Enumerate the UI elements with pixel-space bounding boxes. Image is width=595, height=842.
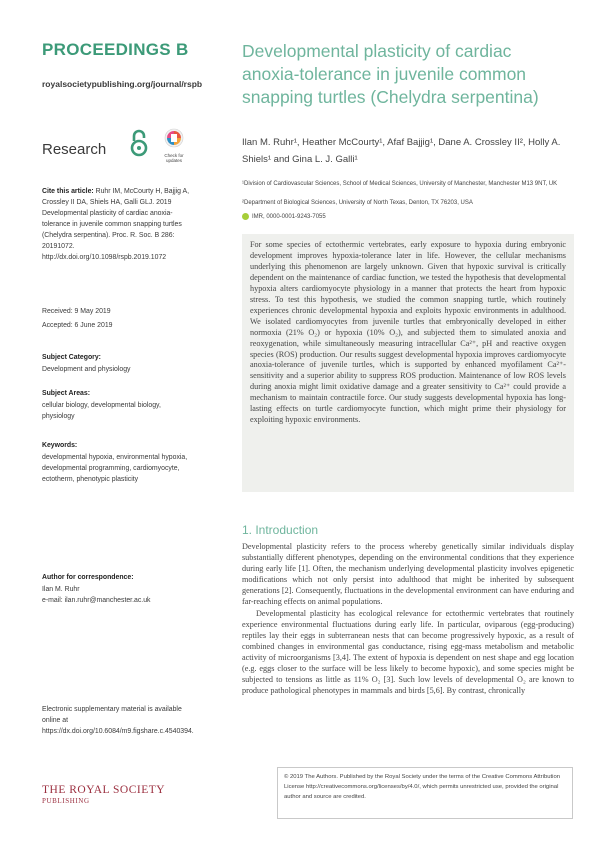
journal-url-link[interactable]: royalsocietypublishing.org/journal/rspb: [42, 79, 203, 89]
keywords-value: developmental hypoxia, environmental hypoxia, developmental programming, cardiomyocyte, ectotherm, phenotypic plasticity: [42, 454, 188, 483]
abstract-box: [242, 234, 574, 492]
author-list: Ilan M. Ruhr¹, Heather McCourty¹, Afaf Bajjig¹, Dane A. Crossley II², Holly A. Shiels¹ and Gina L. J. Galli¹: [242, 137, 561, 165]
open-access-icon: [130, 128, 148, 158]
publisher-name: THE ROYAL SOCIETY: [42, 784, 166, 796]
orcid-icon: [242, 213, 249, 220]
royal-society-logo: [42, 784, 165, 805]
cite-doi[interactable]: http://dx.doi.org/10.1098/rspb.2019.1072: [42, 254, 167, 261]
cite-text: Ruhr IM, McCourty H, Bajjig A, Crossley II DA, Shiels HA, Galli GLJ. 2019 Developmental plasticity of cardiac anoxia-tolerance in juvenile common snapping turtles (Chelydra serpentina). Proc. R. Soc. B 286: 20191072.: [42, 188, 190, 250]
publisher-sub: PUBLISHING: [42, 797, 90, 805]
intro-paragraph-2: Developmental plasticity has ecological relevance for ectothermic vertebrates that routinely experience environmental fluctuations during early life. In particular, oviparous (egg-producing) reptiles lay their eggs in subterranean nests that can become progressively hypoxic, as a result of combined changes in environmental gas conductance, rising egg-mass metabolism and metabolic activity of microorganisms [3,4]. The extent of hypoxia is dependent on nest shape and egg location (e.g. eggs closer to the surface will be less likely to become hypoxic), and some species might be subjected to tensions as little as 11% O₂ [3]. Such low levels of developmental O₂ are known to produce pathological phenotypes in mammals and birds [5,6]. By contrast, chronically: [242, 608, 574, 696]
orcid-line: [242, 213, 326, 220]
subject-areas-value: cellular biology, developmental biology, physiology: [42, 402, 161, 420]
cite-label: Cite this article:: [42, 188, 94, 195]
check-for-updates-icon: [164, 128, 184, 148]
accepted-date: Accepted: 6 June 2019: [42, 322, 113, 329]
journal-name: PROCEEDINGS B: [42, 40, 189, 59]
received-date: Received: 9 May 2019: [42, 308, 111, 315]
subject-areas-label: [42, 388, 192, 399]
abstract-text: For some species of ectothermic vertebrates, early exposure to hypoxia during embryonic development improves hypoxia-tolerance later in life. However, the cellular mechanisms underlying this phenomenon are largely unknown. Given that hypoxic survival is critically dependent on the maintenance of cardiac function, we tested the hypothesis that developmental hypoxia alters cardiomyocyte physiology in a manner that protects the heart from hypoxic stress. To test this hypothesis, we studied the common snapping turtle, which routinely experiences chronic developmental hypoxia and exploits hypoxic environments in adulthood. We isolated cardiomyocytes from juvenile turtles that embryonically developed in either normoxia (21% O₂) or hypoxia (10% O₂), and subjected them to simulated anoxia and reoxygenation, while simultaneously measuring intracellular Ca²⁺, pH and reactive oxygen species (ROS) production. Our results suggest developmental hypoxia improves cardiomyocyte anoxia-tolerance of juvenile turtles, which is supported by enhanced myofilament Ca²⁺-sensitivity and a superior ability to suppress ROS production. Maintenance of low ROS levels during anoxia might limit oxidative damage and a greater sensitivity to Ca²⁺ could provide a mechanism to maintain contractile force. Our study suggests developmental hypoxia has long-lasting effects on turtle cardiomyocyte function, which might prime their physiology for exploiting hypoxic environments.: [250, 240, 566, 425]
intro-paragraph-1: Developmental plasticity refers to the process whereby genetically similar individuals display substantially different phenotypes, depending on the environmental conditions that they experience during early life [1]. Often, the mechanism underlying developmental plasticity involves epigenetic modifications which not only persist into adulthood that might be inherited by subsequent generations [2]. Consequently, fluctuations in the developmental environment can have enduring and far-reaching effects on animal populations.: [242, 542, 574, 607]
check-for-updates-line1: Check for: [164, 153, 184, 158]
check-for-updates-badge[interactable]: [160, 128, 188, 163]
correspondence-email[interactable]: e-mail: ilan.ruhr@manchester.ac.uk: [42, 597, 151, 604]
correspondence-heading: Author for correspondence:: [42, 574, 134, 581]
subject-category-label: [42, 352, 192, 363]
correspondence-name: Ilan M. Ruhr: [42, 586, 80, 593]
article-title: Developmental plasticity of cardiac anoxia-tolerance in juvenile common snapping turtles (Chelydra serpentina): [242, 41, 539, 107]
subject-category-value: Development and physiology: [42, 366, 131, 373]
section-heading-introduction: 1. Introduction: [242, 523, 319, 537]
correspondence-label: [42, 572, 192, 583]
license-text: © 2019 The Authors. Published by the Royal Society under the terms of the Creative Commons Attribution License http://creativecommons.org/licenses/by/4.0/, which permits unrestricted use, provided the original author and source are credited.: [284, 774, 561, 800]
citation-block: [42, 186, 192, 263]
keywords-label: [42, 440, 192, 451]
section-label: Research: [42, 141, 107, 158]
check-for-updates-line2: updates: [165, 158, 182, 163]
subject-category-heading: Subject Category:: [42, 354, 101, 361]
affiliation-2: ²Department of Biological Sciences, University of North Texas, Denton, TX 76203, USA: [242, 200, 473, 206]
license-box: [277, 767, 573, 819]
orcid-id[interactable]: IMR, 0000-0001-9243-7055: [252, 214, 326, 221]
subject-areas-heading: Subject Areas:: [42, 390, 90, 397]
affiliation-1: ¹Division of Cardiovascular Sciences, School of Medical Sciences, University of Manchester, Manchester M13 9NT, UK: [242, 181, 558, 187]
introduction-body: [242, 541, 574, 696]
supplementary-note: Electronic supplementary material is available online at https://dx.doi.org/10.6084/m9.figshare.c.4540394.: [42, 706, 194, 735]
keywords-heading: Keywords:: [42, 442, 78, 449]
